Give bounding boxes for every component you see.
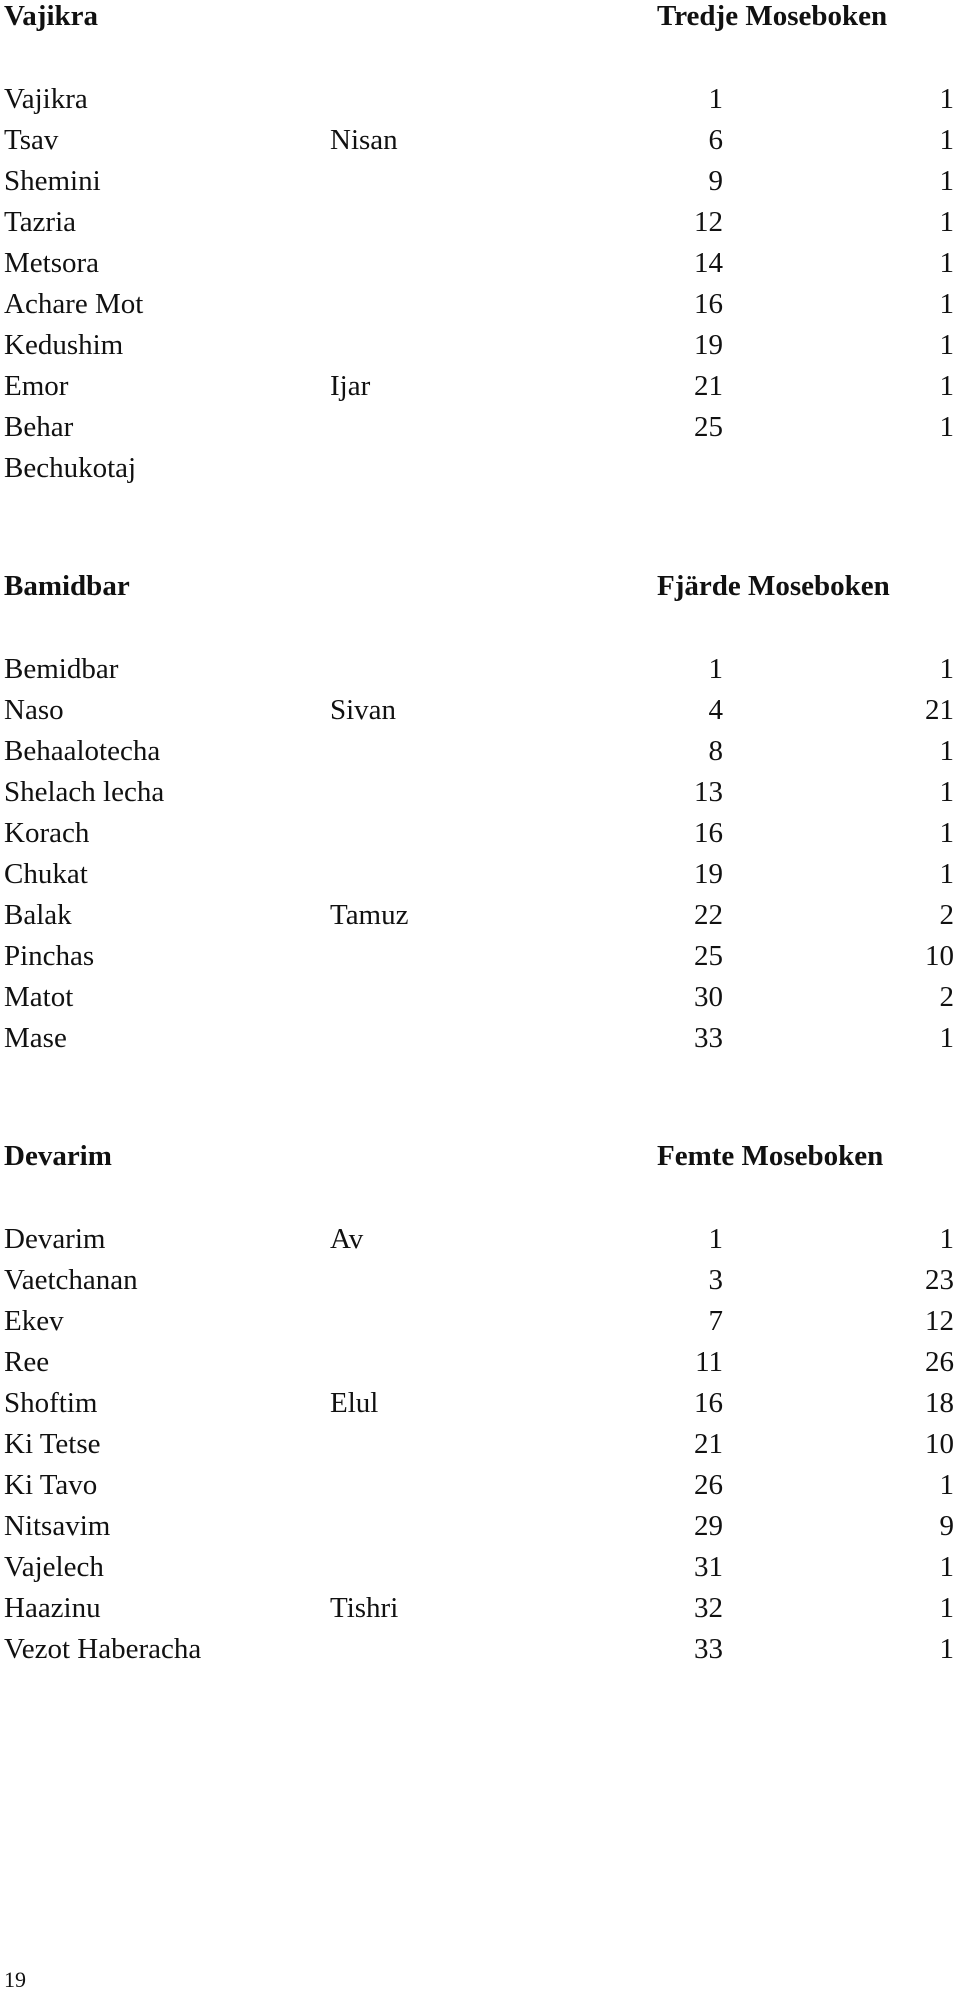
chapter-number: 21 [694, 1428, 723, 1460]
table-row [0, 1260, 960, 1301]
parasha-name: Metsora [4, 247, 100, 279]
table-row [0, 366, 960, 407]
month-name: Ijar [330, 370, 371, 402]
verse-number: 1 [939, 653, 954, 685]
verse-number: 1 [939, 1633, 954, 1665]
chapter-number: 30 [694, 981, 723, 1013]
parasha-name: Ki Tetse [4, 1428, 101, 1460]
verse-number: 23 [925, 1264, 954, 1296]
parasha-name: Mase [4, 1022, 67, 1054]
table-row [0, 407, 960, 448]
chapter-number: 11 [695, 1346, 723, 1378]
section-subtitle: Tredje Moseboken [657, 0, 888, 32]
section-header [0, 570, 960, 610]
parasha-name: Achare Mot [4, 288, 144, 320]
table-row [0, 690, 960, 731]
parasha-name: Tazria [4, 206, 77, 238]
chapter-number: 7 [708, 1305, 723, 1337]
table-row [0, 1424, 960, 1465]
verse-number: 1 [939, 735, 954, 767]
table-row [0, 1301, 960, 1342]
chapter-number: 26 [694, 1469, 723, 1501]
table-row [0, 1383, 960, 1424]
table-row [0, 243, 960, 284]
verse-number: 1 [939, 83, 954, 115]
chapter-number: 19 [694, 858, 723, 890]
section-subtitle: Femte Moseboken [657, 1140, 884, 1172]
table-row [0, 649, 960, 690]
month-name: Sivan [330, 694, 397, 726]
verse-number: 9 [939, 1510, 954, 1542]
table-row [0, 284, 960, 325]
verse-number: 1 [939, 124, 954, 156]
section-header [0, 0, 960, 40]
parasha-list [0, 79, 960, 489]
parasha-name: Korach [4, 817, 90, 849]
parasha-name: Naso [4, 694, 64, 726]
section-devarim [0, 1140, 960, 1665]
verse-number: 1 [939, 1469, 954, 1501]
chapter-number: 19 [694, 329, 723, 361]
verse-number: 1 [939, 817, 954, 849]
verse-number: 1 [939, 370, 954, 402]
chapter-number: 31 [694, 1551, 723, 1583]
table-row [0, 1342, 960, 1383]
verse-number: 1 [939, 776, 954, 808]
chapter-number: 14 [694, 247, 723, 279]
chapter-number: 4 [708, 694, 723, 726]
chapter-number: 8 [708, 735, 723, 767]
table-row [0, 161, 960, 202]
month-name: Av [330, 1223, 364, 1255]
table-row [0, 79, 960, 120]
table-row [0, 813, 960, 854]
parasha-name: Balak [4, 899, 72, 931]
table-row [0, 325, 960, 366]
chapter-number: 9 [708, 165, 723, 197]
table-row [0, 1018, 960, 1059]
table-row [0, 1219, 960, 1260]
parasha-name: Ree [4, 1346, 50, 1378]
section-header [0, 1140, 960, 1180]
chapter-number: 25 [694, 940, 723, 972]
chapter-number: 25 [694, 411, 723, 443]
chapter-number: 22 [694, 899, 723, 931]
verse-number: 1 [939, 1592, 954, 1624]
parasha-name: Behaalotecha [4, 735, 161, 767]
verse-number: 1 [939, 329, 954, 361]
chapter-number: 21 [694, 370, 723, 402]
chapter-number: 16 [694, 817, 723, 849]
chapter-number: 12 [694, 206, 723, 238]
table-row [0, 448, 960, 489]
section-title: Vajikra [4, 0, 98, 32]
section-vajikra [0, 0, 960, 484]
chapter-number: 29 [694, 1510, 723, 1542]
verse-number: 10 [925, 1428, 954, 1460]
verse-number: 12 [925, 1305, 954, 1337]
chapter-number: 16 [694, 1387, 723, 1419]
parasha-name: Shemini [4, 165, 101, 197]
parasha-name: Matot [4, 981, 74, 1013]
month-name: Nisan [330, 124, 398, 156]
verse-number: 1 [939, 858, 954, 890]
parasha-name: Vaetchanan [4, 1264, 138, 1296]
chapter-number: 33 [694, 1022, 723, 1054]
parasha-name: Behar [4, 411, 74, 443]
chapter-number: 1 [708, 1223, 723, 1255]
parasha-name: Bemidbar [4, 653, 119, 685]
chapter-number: 33 [694, 1633, 723, 1665]
page-number: 19 [4, 1967, 26, 1992]
parasha-name: Vajikra [4, 83, 88, 115]
verse-number: 26 [925, 1346, 954, 1378]
parasha-name: Ekev [4, 1305, 64, 1337]
parasha-name: Vezot Haberacha [4, 1633, 202, 1665]
section-title: Devarim [4, 1140, 112, 1172]
verse-number: 21 [925, 694, 954, 726]
section-bamidbar [0, 570, 960, 1054]
chapter-number: 16 [694, 288, 723, 320]
verse-number: 2 [939, 981, 954, 1013]
parasha-name: Haazinu [4, 1592, 101, 1624]
table-row [0, 1506, 960, 1547]
chapter-number: 1 [708, 83, 723, 115]
parasha-name: Kedushim [4, 329, 124, 361]
verse-number: 1 [939, 1022, 954, 1054]
parasha-name: Shoftim [4, 1387, 98, 1419]
section-subtitle: Fjärde Moseboken [657, 570, 890, 602]
verse-number: 1 [939, 247, 954, 279]
parasha-name: Vajelech [4, 1551, 104, 1583]
month-name: Tamuz [330, 899, 409, 931]
chapter-number: 13 [694, 776, 723, 808]
table-row [0, 1629, 960, 1670]
parasha-name: Nitsavim [4, 1510, 111, 1542]
table-row [0, 202, 960, 243]
table-row [0, 120, 960, 161]
parasha-list [0, 1219, 960, 1670]
month-name: Elul [330, 1387, 379, 1419]
table-row [0, 936, 960, 977]
parasha-list [0, 649, 960, 1059]
table-row [0, 772, 960, 813]
verse-number: 1 [939, 288, 954, 320]
section-title: Bamidbar [4, 570, 130, 602]
parasha-name: Ki Tavo [4, 1469, 98, 1501]
parasha-name: Chukat [4, 858, 88, 890]
parasha-name: Bechukotaj [4, 452, 137, 484]
table-row [0, 895, 960, 936]
month-name: Tishri [330, 1592, 399, 1624]
verse-number: 1 [939, 165, 954, 197]
parasha-name: Shelach lecha [4, 776, 165, 808]
table-row [0, 1547, 960, 1588]
verse-number: 1 [939, 206, 954, 238]
chapter-number: 1 [708, 653, 723, 685]
verse-number: 1 [939, 1551, 954, 1583]
chapter-number: 32 [694, 1592, 723, 1624]
table-row [0, 1588, 960, 1629]
verse-number: 10 [925, 940, 954, 972]
verse-number: 18 [925, 1387, 954, 1419]
parasha-name: Devarim [4, 1223, 106, 1255]
parasha-name: Tsav [4, 124, 59, 156]
verse-number: 2 [939, 899, 954, 931]
table-row [0, 731, 960, 772]
parasha-name: Emor [4, 370, 69, 402]
verse-number: 1 [939, 1223, 954, 1255]
parasha-name: Pinchas [4, 940, 95, 972]
verse-number: 1 [939, 411, 954, 443]
chapter-number: 3 [708, 1264, 723, 1296]
table-row [0, 854, 960, 895]
table-row [0, 977, 960, 1018]
table-row [0, 1465, 960, 1506]
chapter-number: 6 [708, 124, 723, 156]
